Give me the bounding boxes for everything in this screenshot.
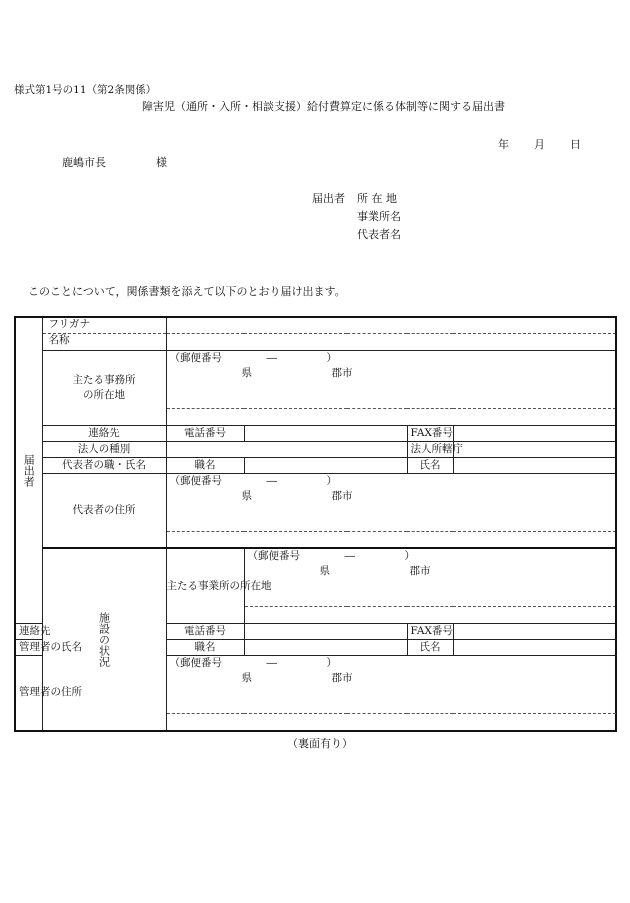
furigana-field[interactable] — [166, 317, 616, 333]
date-year: 年 — [498, 138, 509, 151]
fax-field[interactable] — [453, 425, 616, 441]
rep-person-name-field[interactable] — [453, 457, 616, 473]
postal-dash: ― — [266, 657, 277, 669]
corp-authority-label: 法人所轄庁 — [407, 441, 453, 457]
postal-code-label: （郵便番号 — [169, 657, 222, 669]
date-day: 日 — [570, 138, 581, 151]
manager-address-field[interactable] — [166, 656, 616, 714]
fax-label: FAX番号 — [407, 425, 453, 441]
postal-close: ） — [326, 474, 337, 487]
facility-address-field[interactable] — [244, 548, 616, 607]
prefecture-label: 県 — [241, 672, 252, 684]
manager-job-title-label: 職名 — [166, 640, 244, 656]
main-office-label-line2: の所在地 — [83, 388, 125, 401]
rep-address-label: 代表者の住所 — [42, 473, 166, 548]
corp-type-field[interactable] — [166, 441, 407, 457]
manager-name-label: 管理者の氏名 — [15, 640, 42, 656]
main-office-address-line2[interactable] — [166, 408, 616, 425]
main-business-location-label: 主たる事業所の所在地 — [166, 548, 244, 624]
notification-form-table — [14, 316, 617, 732]
tel-field[interactable] — [244, 425, 407, 441]
main-office-location-label — [42, 350, 166, 425]
county-city-label: 郡市 — [331, 489, 353, 502]
facility-tel-label: 電話番号 — [166, 624, 244, 640]
rep-title-name-label: 代表者の職・氏名 — [42, 457, 166, 473]
rep-job-title-label: 職名 — [166, 457, 244, 473]
furigana-label: フリガナ — [42, 317, 166, 333]
name-label: 名称 — [42, 333, 166, 350]
facility-tel-field[interactable] — [244, 624, 407, 640]
county-city-label: 郡市 — [331, 672, 353, 684]
corp-type-label: 法人の種別 — [42, 441, 166, 457]
contact-label: 連絡先 — [42, 425, 166, 441]
postal-code-label: （郵便番号 — [247, 550, 300, 562]
form-title: 障害児（通所・入所・相談支援）給付費算定に係る体制等に関する届出書 — [142, 100, 505, 113]
facility-fax-field[interactable] — [453, 624, 616, 640]
name-field[interactable] — [166, 333, 616, 350]
manager-person-name-field[interactable] — [453, 640, 616, 656]
rep-address-field[interactable] — [166, 473, 616, 531]
applicant-office-label: 事業所名 — [357, 210, 401, 223]
prefecture-label: 県 — [241, 489, 252, 502]
section-applicant-label: 届出者 — [15, 317, 42, 624]
postal-close: ） — [326, 351, 337, 364]
main-office-address-field[interactable] — [166, 350, 616, 408]
postal-dash: ― — [266, 474, 277, 487]
reverse-side-note: （裏面有り） — [287, 737, 353, 750]
tel-label: 電話番号 — [166, 425, 244, 441]
addressee-honorific: 様 — [156, 156, 167, 169]
section-facility-label: 施設の状況 — [42, 548, 166, 731]
facility-contact-label: 連絡先 — [15, 624, 42, 640]
postal-dash: ― — [266, 351, 277, 364]
postal-close: ） — [404, 550, 415, 562]
manager-address-line2[interactable] — [166, 714, 616, 731]
facility-address-line2[interactable] — [244, 607, 616, 624]
facility-fax-label: FAX番号 — [407, 624, 453, 640]
county-city-label: 郡市 — [409, 565, 431, 577]
date-month: 月 — [534, 138, 545, 151]
prefecture-label: 県 — [319, 565, 330, 577]
manager-job-title-field[interactable] — [244, 640, 407, 656]
rep-person-name-label: 氏名 — [407, 457, 453, 473]
main-office-label-line1: 主たる事務所 — [72, 373, 136, 386]
applicant-address-label: 所 在 地 — [357, 192, 397, 205]
applicant-label: 届出者 — [312, 192, 345, 205]
prefecture-label: 県 — [241, 366, 252, 379]
county-city-label: 郡市 — [331, 366, 353, 379]
form-number: 様式第1号の11（第2条関係） — [14, 84, 157, 96]
addressee: 鹿嶋市長 — [62, 156, 106, 169]
postal-dash: ― — [344, 550, 355, 562]
manager-address-label: 管理者の住所 — [15, 656, 42, 731]
rep-address-line2[interactable] — [166, 531, 616, 548]
postal-close: ） — [326, 657, 337, 669]
rep-job-title-field[interactable] — [244, 457, 407, 473]
manager-person-name-label: 氏名 — [407, 640, 453, 656]
postal-code-label: （郵便番号 — [169, 351, 222, 364]
corp-authority-field[interactable] — [453, 441, 616, 457]
statement: このことについて，関係書類を添えて以下のとおり届け出ます。 — [28, 285, 346, 298]
postal-code-label: （郵便番号 — [169, 474, 222, 487]
applicant-rep-label: 代表者名 — [357, 228, 401, 241]
